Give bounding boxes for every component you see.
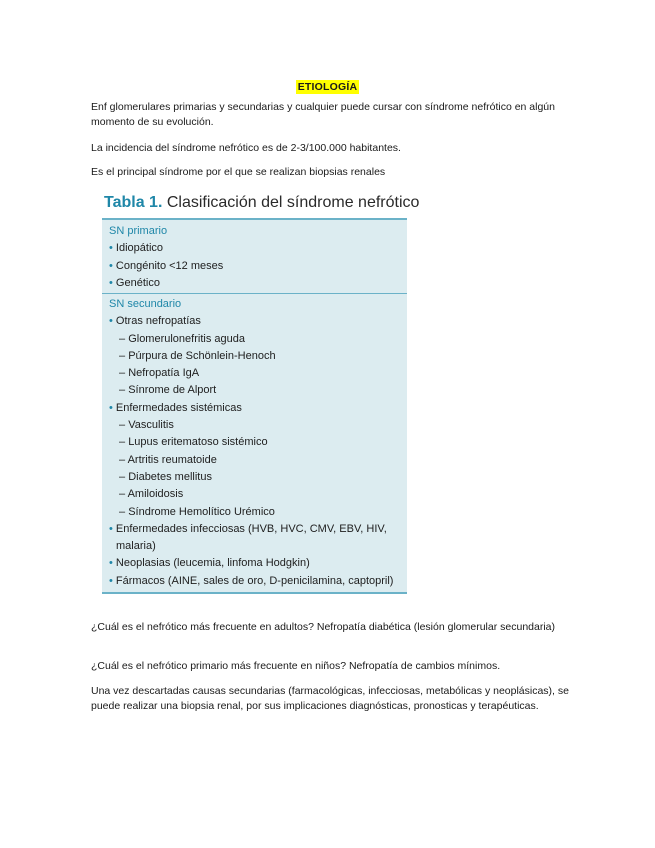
subitem: – Diabetes mellitus (119, 470, 212, 483)
group-label: • Otras nefropatías (109, 315, 201, 328)
bullet-icon: • (109, 557, 113, 570)
primary-item: • Congénito <12 meses (109, 259, 224, 272)
table-label: Tabla 1. (104, 194, 163, 211)
bullet-icon: • (109, 401, 113, 414)
dash-icon: – (119, 349, 126, 362)
group-label: • Enfermedades sistémicas (109, 401, 242, 414)
bullet-icon: • (109, 574, 113, 587)
subitem: – Sínrome de Alport (119, 384, 217, 397)
table-title (104, 194, 419, 212)
bullet-icon: • (109, 522, 113, 535)
bullet-icon: • (109, 276, 113, 289)
intro-paragraph-3: Es el principal síndrome por el que se realizan biopsias renales (91, 166, 386, 178)
page-title: ETIOLOGÍA (297, 81, 358, 93)
dash-icon: – (119, 419, 126, 432)
table-caption: Clasificación del síndrome nefrótico (166, 194, 420, 211)
group-label-continuation: malaria) (116, 540, 156, 553)
title-wrap (0, 77, 655, 95)
subitem: – Lupus eritematoso sistémico (119, 436, 268, 449)
dash-icon: – (119, 470, 126, 483)
subitem: – Púrpura de Schönlein-Henoch (119, 349, 276, 362)
subitem: – Artritis reumatoide (119, 453, 217, 466)
section-divider (102, 293, 407, 294)
intro-paragraph-1: Enf glomerulares primarias y secundarias y cualquier puede cursar con síndrome nefrótico en algún momento de su evolución. (91, 101, 555, 128)
subitem: – Glomerulonefritis aguda (119, 332, 245, 345)
bullet-icon: • (109, 315, 113, 328)
primary-item: • Idiopático (109, 242, 164, 255)
question-paragraph-1: ¿Cuál es el nefrótico más frecuente en adultos? Nefropatía diabética (lesión glomerular secundaria) (91, 621, 555, 633)
group-label: • Neoplasias (leucemia, linfoma Hodgkin) (109, 557, 310, 570)
bullet-icon: • (109, 259, 113, 272)
question-paragraph-2: ¿Cuál es el nefrótico primario más frecuente en niños? Nefropatía de cambios mínimos. (91, 660, 501, 672)
group-label: • Enfermedades infecciosas (HVB, HVC, CMV, EBV, HIV, (109, 522, 387, 535)
primary-section (109, 223, 404, 292)
subitem: – Nefropatía IgA (119, 367, 200, 380)
primary-heading: SN primario (109, 225, 168, 237)
intro-paragraph-2: La incidencia del síndrome nefrótico es de 2-3/100.000 habitantes. (91, 142, 401, 154)
dash-icon: – (119, 332, 126, 345)
dash-icon: – (119, 384, 126, 397)
secondary-heading: SN secundario (109, 298, 182, 310)
dash-icon: – (119, 453, 126, 466)
dash-icon: – (119, 436, 126, 449)
dash-icon: – (119, 367, 126, 380)
subitem: – Vasculitis (119, 419, 174, 432)
subitem: – Amiloidosis (119, 488, 184, 501)
subitem: – Síndrome Hemolítico Urémico (119, 505, 275, 518)
classification-table (102, 218, 407, 594)
primary-item: • Genético (109, 276, 160, 289)
group-label: • Fármacos (AINE, sales de oro, D-penicilamina, captopril) (109, 574, 394, 587)
dash-icon: – (119, 488, 126, 501)
dash-icon: – (119, 505, 126, 518)
secondary-section (109, 296, 404, 590)
question-paragraph-3: Una vez descartadas causas secundarias (farmacológicas, infecciosas, metabólicas y neoplásicas), se puede realizar una biopsia renal, por sus implicaciones diagnósticas, pronosticas y terapéuticas. (91, 685, 569, 712)
bullet-icon: • (109, 242, 113, 255)
